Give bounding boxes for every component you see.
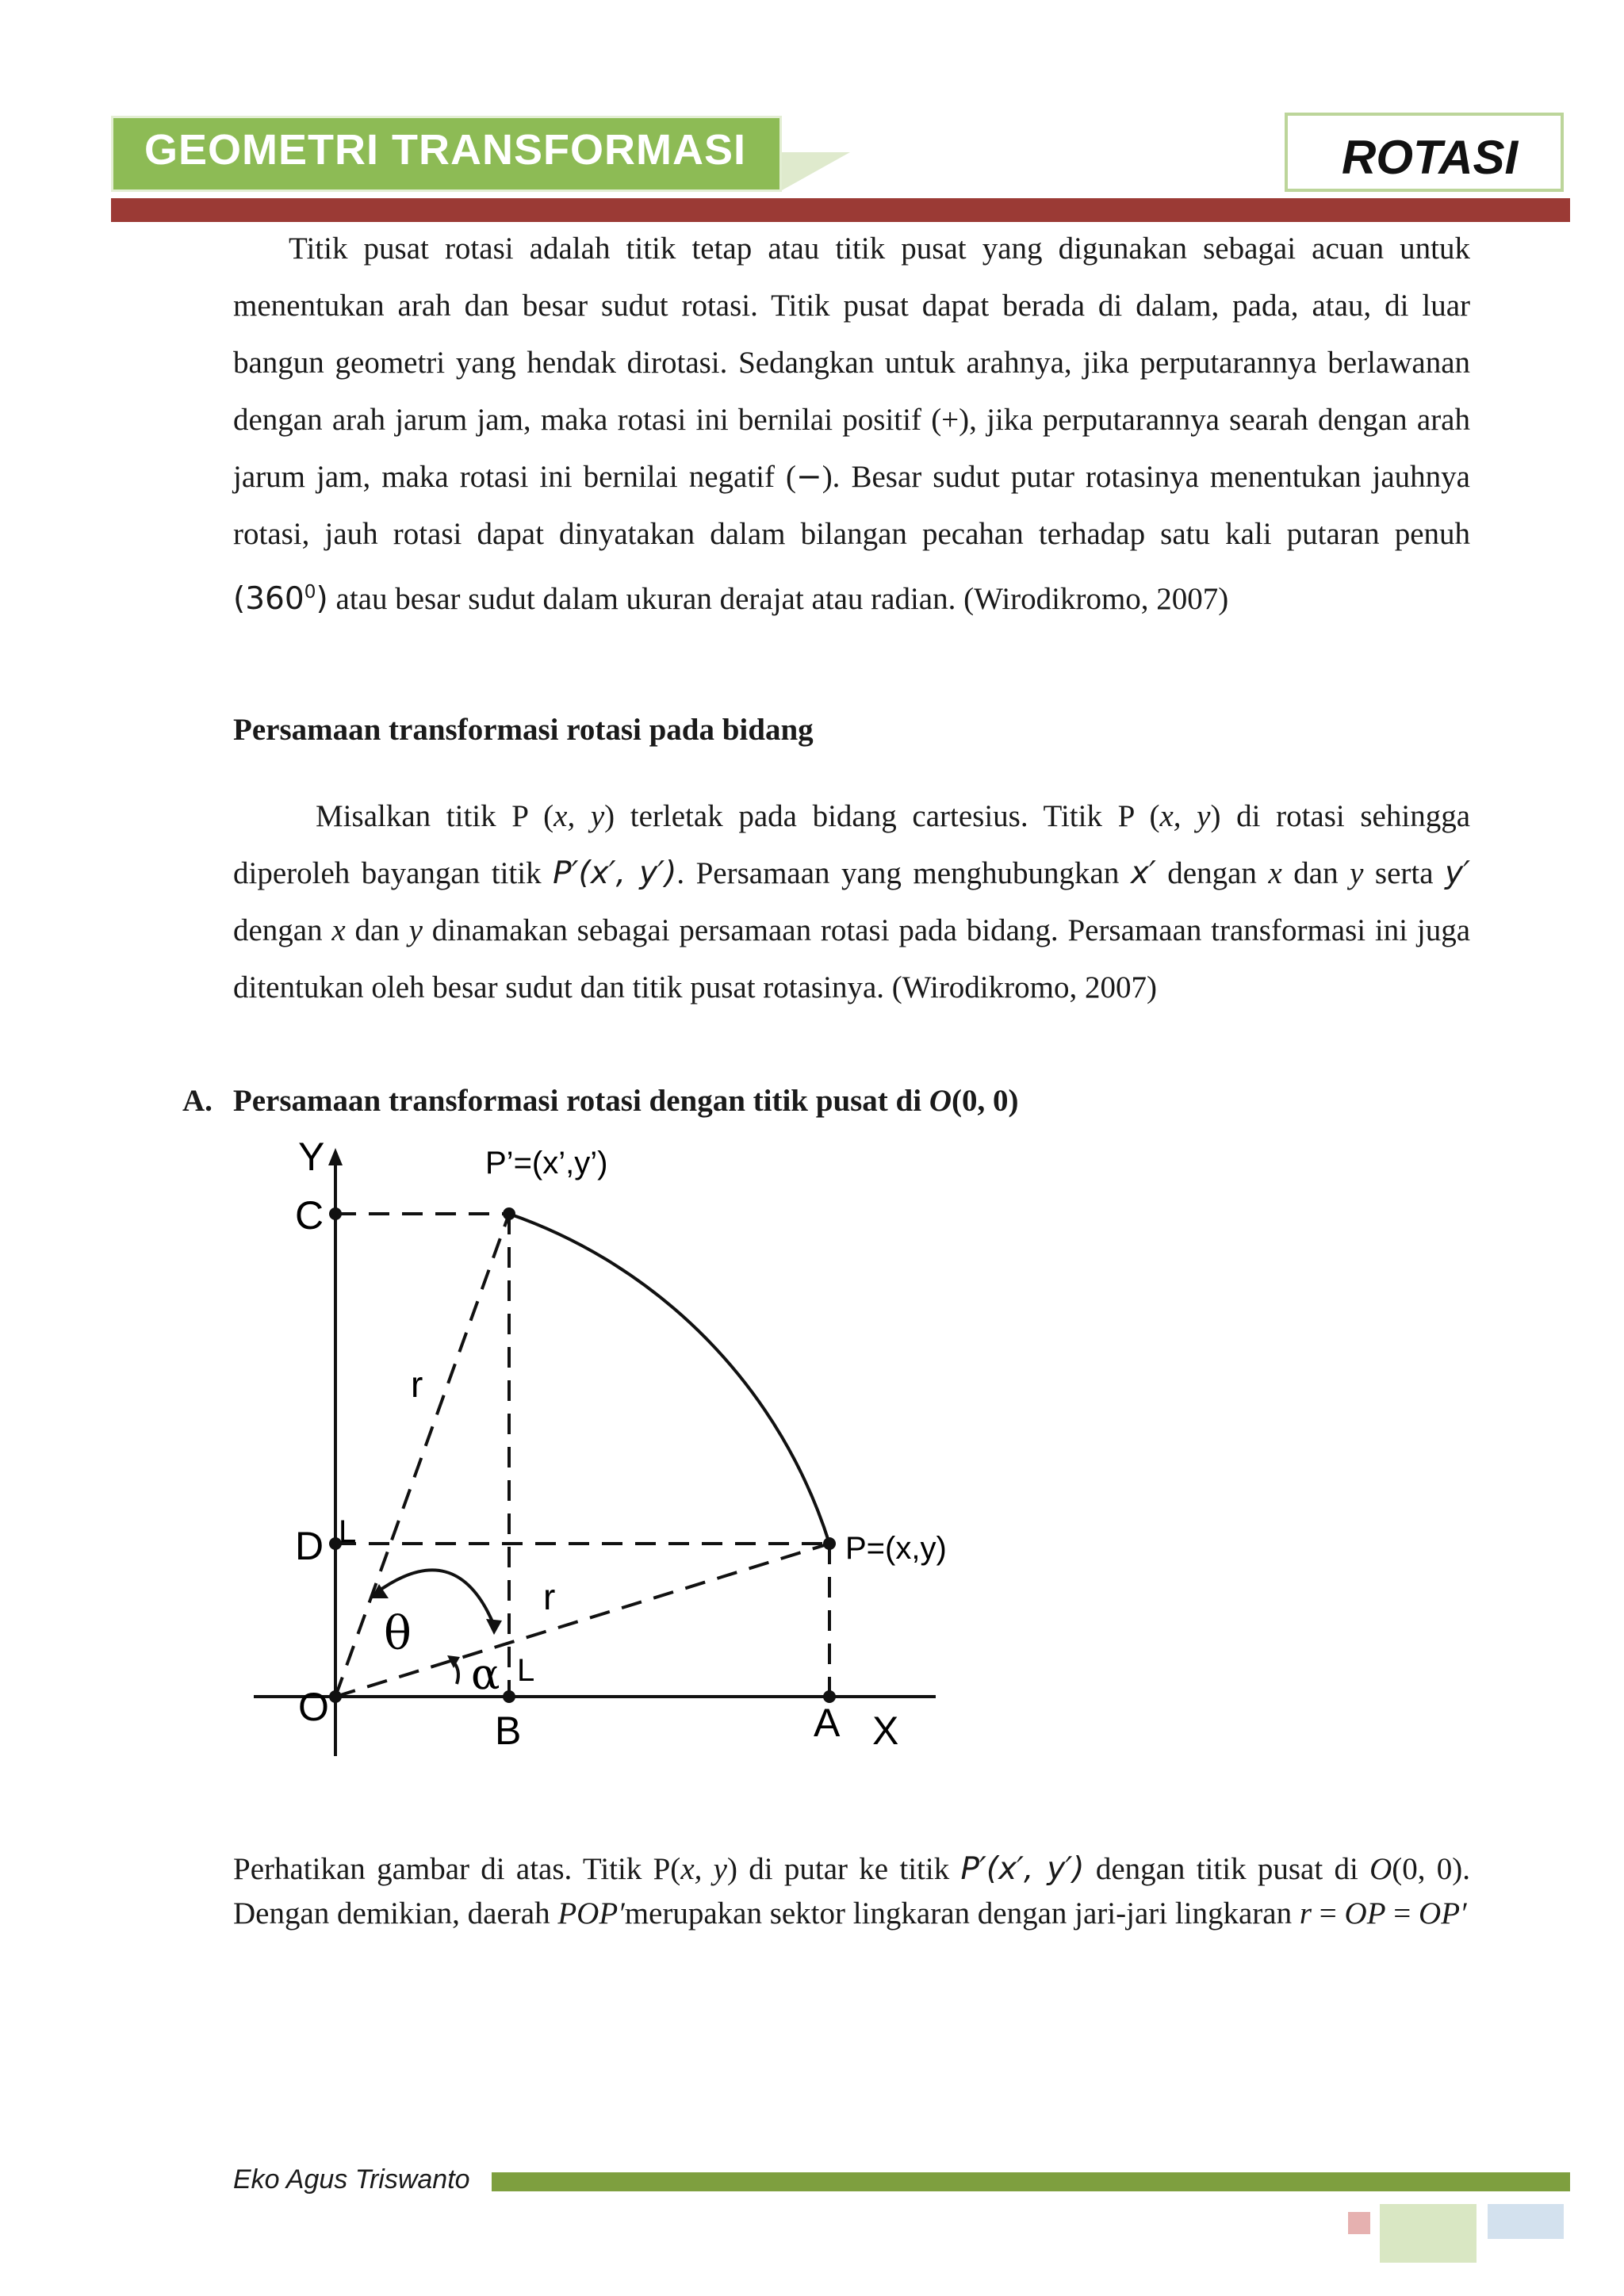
paragraph-rotation-equation: Misalkan titik P (x, y) terletak pada bidang cartesius. Titik P (x, y) di rotasi sehingga diperoleh bayangan titik P′(x′, y′). Persamaan yang menghubungkan x′ dengan x dan y serta y′ dengan x dan y dinamakan sebagai persamaan rotasi pada bidang. Persamaan transformasi ini juga ditentukan oleh besar sudut dan titik pusat rotasinya. (Wirodikromo, 2007) xyxy=(233,799,1471,1004)
point-c xyxy=(329,1207,342,1220)
footer-square-pink xyxy=(1348,2212,1370,2234)
radius-line-o-pprime xyxy=(335,1214,509,1697)
rotation-arc xyxy=(509,1214,829,1544)
chapter-title: ROTASI xyxy=(1342,131,1519,184)
point-p-prime xyxy=(503,1207,515,1220)
label-b: B xyxy=(495,1709,522,1753)
section-heading-a: A. Persamaan transformasi rotasi dengan titik pusat di O(0, 0) xyxy=(182,1084,1019,1118)
label-r-lower: r xyxy=(543,1576,556,1617)
point-p xyxy=(823,1537,836,1550)
right-angle-mark-b: L xyxy=(517,1653,535,1688)
label-alpha: α xyxy=(471,1649,500,1699)
point-b xyxy=(503,1690,515,1703)
y-axis-arrow xyxy=(328,1148,343,1165)
paragraph-figure-explanation: Perhatikan gambar di atas. Titik P(x, y) di putar ke titik P′(x′, y′) dengan titik pusat di O(0, 0). Dengan demikian, daerah POP′merupakan sektor lingkaran dengan jari-jari lingkaran r = OP = OP′ xyxy=(233,1851,1471,1931)
label-theta: θ xyxy=(384,1606,412,1660)
label-a: A xyxy=(814,1701,841,1745)
footer-square-green xyxy=(1380,2204,1477,2263)
paragraph-rotation-center: Titik pusat rotasi adalah titik tetap atau titik pusat yang digunakan sebagai acuan untuk menentukan arah dan besar sudut rotasi. Titik pusat dapat berada di dalam, pada, atau, di luar bangun geometri yang hendak dirotasi. Sedangkan untuk arahnya, jika perputarannya berlawanan dengan arah jarum jam, maka rotasi ini bernilai positif (+), jika perputarannya searah dengan arah jarum jam, maka rotasi ini bernilai negatif (−). Besar sudut putar rotasinya menentukan jauhnya rotasi, jauh rotasi dapat dinyatakan dalam bilangan pecahan terhadap satu kali putaran penuh $(360^0)$ atau besar sudut dalam ukuran derajat atau radian. (Wirodikromo, 2007) xyxy=(233,232,1470,617)
right-angle-mark-d: L xyxy=(339,1514,357,1549)
label-c: C xyxy=(295,1193,324,1238)
footer-square-blue xyxy=(1488,2204,1564,2239)
header-banner-arrow xyxy=(782,152,850,190)
point-o xyxy=(329,1690,342,1703)
footer-author: Eko Agus Triswanto xyxy=(233,2164,470,2195)
header-rule xyxy=(111,198,1570,222)
label-r-upper: r xyxy=(411,1364,423,1405)
label-x-axis: X xyxy=(872,1709,899,1753)
label-p-prime: P’=(x’,y’) xyxy=(485,1146,608,1181)
footer-rule xyxy=(492,2172,1570,2191)
label-o: O xyxy=(298,1685,329,1729)
header-banner-title: GEOMETRI TRANSFORMASI xyxy=(144,126,746,174)
rotation-diagram xyxy=(246,1134,975,1768)
theta-arrow-end xyxy=(486,1619,502,1635)
label-y-axis: Y xyxy=(298,1135,325,1179)
section-heading-rotation-equation: Persamaan transformasi rotasi pada bidang xyxy=(233,713,814,747)
label-p: P=(x,y) xyxy=(845,1531,947,1566)
label-d: D xyxy=(295,1524,324,1568)
